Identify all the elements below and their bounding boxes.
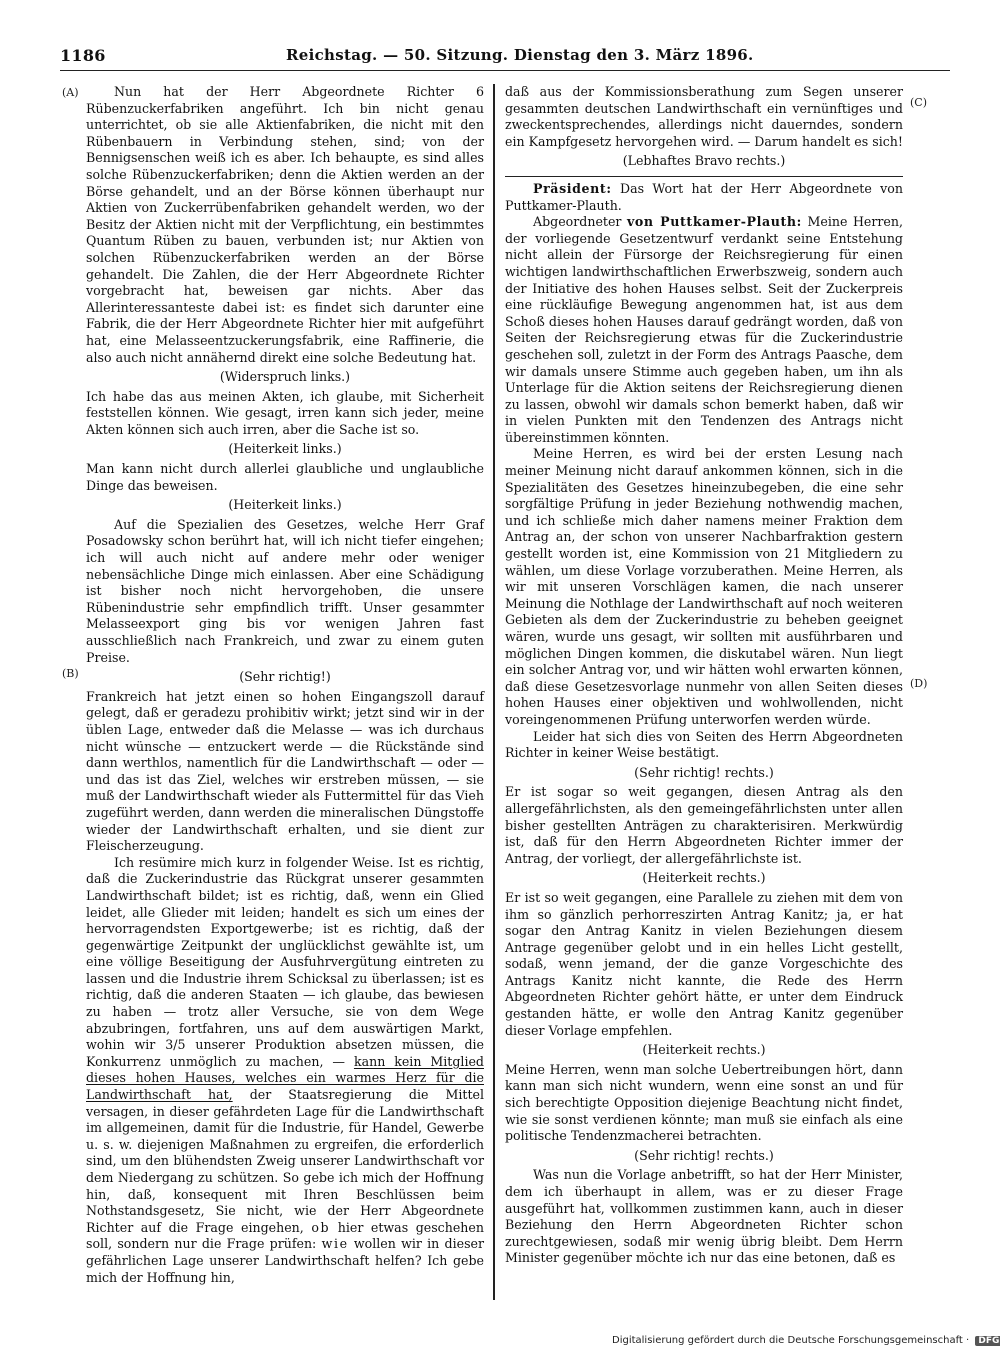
emphasis: wie bbox=[321, 1236, 349, 1252]
reaction-note: (Heiterkeit links.) bbox=[228, 497, 342, 513]
reaction-note: (Sehr richtig! rechts.) bbox=[634, 764, 774, 780]
paragraph: Er ist sogar so weit gegangen, diesen Antrag als den allergefährlichsten, als den gemeingefährlichsten unter allen bisher gestellten Anträgen zu charakterisiren. Merkwürdig ist, daß für den Herrn Abgeordneten Richter immer der Antrag, der vorliegt, der allergefährlichste ist. bbox=[505, 784, 903, 866]
reaction-note: (Heiterkeit links.) bbox=[228, 441, 342, 457]
text-run: der Staatsregierung die Mittel versagen, in dieser gefährdeten Lage für die Landwirthschaft im allgemeinen, damit für die Industrie, für Handel, Gewerbe u. s. w. diejenigen Maßnahmen zu ergreifen, die erforderlich sind, um den blühendsten Zweig unserer Landwirthschaft vor dem Niedergang zu schützen. So gebe ich mich der Hoffnung hin, daß, konsequent mit Ihren Beschlüssen beim Nothstandsgesetz, Sie nicht, wie der Herr Abgeordnete Richter auf die Frage eingehen, bbox=[86, 1087, 484, 1235]
dfg-logo: DFG bbox=[975, 1336, 1000, 1346]
president-statement bbox=[505, 181, 903, 214]
paragraph bbox=[505, 214, 903, 446]
speaker-label: Präsident: bbox=[533, 180, 612, 196]
reaction-note: (Lebhaftes Bravo rechts.) bbox=[622, 153, 786, 169]
margin-marker-a: (A) bbox=[62, 86, 79, 99]
running-header bbox=[60, 44, 950, 71]
paragraph: daß aus der Kommissionsberathung zum Segen unserer gesammten deutschen Landwirthschaft ein vernünftiges und zweckentsprechendes, allerdings nicht dauerndes, sondern ein Kampfgesetz hervorgehen wird. — Darum handelt es sich! bbox=[505, 84, 903, 149]
emphasis: ob bbox=[311, 1219, 331, 1235]
section-rule bbox=[505, 176, 903, 177]
margin-marker-c: (C) bbox=[910, 96, 927, 109]
text-run: Meine Herren, der vorliegende Gesetzentwurf verdankt seine Entstehung nicht allein der Fürsorge der Reichsregierung für einen wichtigen landwirthschaftlichen Erwerbszweig, sondern auch der Initiative des hohen Hauses selbst. Seit der Zuckerpreis eine rückläufige Bewegung angenommen hat, ist aus dem Schoß dieses hohen Hauses darauf gedrängt worden, daß von Seiten der Reichsregierung etwas für die Zuckerindustrie geschehen soll, zuletzt in der Form des Antrags Paasche, dem wir damals unsere Stimme auch gegeben haben, um ihn als Unterlage für die Aktion seitens der Reichsregierung dienen zu lassen, obwohl wir damals schon bemerkt haben, daß wir in vielen Punkten mit den Tendenzen des Antrags nicht übereinstimmen könnten. bbox=[505, 214, 903, 445]
text-run: Das Wort hat der Herr Abgeordnete von Puttkamer-Plauth. bbox=[505, 180, 903, 213]
text-run: unserer Produktion absetzen müssen, die Konkurrenz unmöglich zu machen, — bbox=[86, 1037, 484, 1069]
reaction-note: (Sehr richtig! rechts.) bbox=[634, 1147, 774, 1163]
reaction-note: (Heiterkeit rechts.) bbox=[642, 1042, 766, 1058]
running-head: Reichstag. — 50. Sitzung. Dienstag den 3. März 1896. bbox=[286, 46, 754, 64]
right-column bbox=[505, 84, 903, 1267]
page-number: 1186 bbox=[60, 46, 106, 65]
paragraph: Was nun die Vorlage anbetrifft, so hat der Herr Minister, dem ich überhaupt in allem, was er zu dieser Frage ausgeführt hat, vollkommen zustimmen kann, auch in dieser Beziehung den Herrn Abgeordneten Richter schon zurechtgewiesen, sodaß mir wenig übrig bleibt. Dem Herrn Minister gegenüber möchte ich nur das eine betonen, daß es bbox=[505, 1167, 903, 1266]
reaction-note: (Heiterkeit rechts.) bbox=[642, 870, 766, 886]
paragraph bbox=[86, 855, 484, 1286]
margin-marker-d: (D) bbox=[910, 677, 928, 690]
speaker-intro: Abgeordneter bbox=[533, 214, 622, 230]
paragraph: Nun hat der Herr Abgeordnete Richter 6 Rübenzuckerfabriken angeführt. Ich bin nicht genau unterrichtet, ob sie alle Aktienfabriken, die nicht mit den Rübenbauern in Verbindung stehen, sind; von der Bennigsenschen weiß ich es aber. Ich behaupte, es sind alles solche Rübenzuckerfabriken; denn die Aktien werden an der Börse gehandelt, und an der Börse können überhaupt nur Aktien von Zuckerrübenfabriken gehandelt werden, wo der Besitz der Aktien nicht mit der Verpflichtung, ein bestimmtes Quantum Rüben zu bauen, verbunden ist; nur Aktien von solchen Rübenzuckerfabriken werden an der Börse gehandelt. Die Zahlen, die der Herr Abgeordnete Richter vorgebracht hat, beweisen gar nichts. Aber das Allerinteressanteste dabei ist: es findet sich darunter eine Fabrik, die der Herr Abgeordnete Richter hier mit aufgeführt hat, eine Melasseentzuckerungsfabrik, eine Raffinerie, die also auch nicht annähernd direkt eine solche Bedeutung hat. bbox=[86, 84, 484, 365]
paragraph: Man kann nicht durch allerlei glaubliche und unglaubliche Dinge das beweisen. bbox=[86, 461, 484, 493]
text-run: Ich resümire mich kurz in folgender Weise. Ist es richtig, daß die Zuckerindustrie das Rückgrat unserer gesammten Landwirthschaft bildet; ist es richtig, daß, wenn ein Glied leidet, alle Glieder mit leiden; handelt es sich um eines der hervorragendsten Exportgewerbe; ist es richtig, daß der gegenwärtige Zeitpunkt der unglücklichst gewählte ist, um eine völlige Beseitigung der Ausfuhrvergütung eintreten zu lassen und die Industrie ihrem Schicksal zu überlassen; ist es richtig, daß die anderen Staaten — ich glaube, das bewiesen zu haben — trotz aller Versuche, sie von dem Wege abzubringen, fortfahren, uns auf dem auswärtigen Markt, wohin wir bbox=[86, 854, 484, 1053]
margin-marker-b: (B) bbox=[62, 667, 79, 680]
column-divider bbox=[493, 84, 495, 1300]
paragraph: Ich habe das aus meinen Akten, ich glaube, mit Sicherheit feststellen können. Wie gesagt, irren kann sich jeder, meine Akten können sich auch irren, aber die Sache ist so. bbox=[86, 388, 484, 437]
paragraph: Meine Herren, es wird bei der ersten Lesung nach meiner Meinung nicht darauf ankommen können, sich in die Spezialitäten des Gesetzes hineinzubegeben, die eine sehr sorgfältige Prüfung in jeder Beziehung nothwendig machen, und ich schließe mich daher namens meiner Fraktion dem Antrag an, der schon von unserer Nachbarfraktion gestern gestellt worden ist, eine Kommission von 21 Mitgliedern zu wählen, um diese Vorlage vorzuberathen. Meine Herren, als wir mit unseren Vorschlägen kamen, die nach unserer Meinung die Nothlage der Landwirthschaft auf noch weiteren Gebieten als dem der Zuckerindustrie zu beheben geeignet wären, wurde uns gesagt, wir sollten mit ausführbaren und möglichen Dingen kommen, die diskutabel wären. Nun liegt ein solcher Antrag vor, und wir hätten wohl erwarten können, daß diese Gesetzesvorlage nunmehr von allen Seiten dieses hohen Hauses einer objektiven und wohlwollenden, nicht voreingenommenen Prüfung unterworfen werden würde. bbox=[505, 446, 903, 727]
credit-text: Digitalisierung gefördert durch die Deutsche Forschungsgemeinschaft · bbox=[612, 1335, 970, 1346]
text-run: hier etwas geschehen soll, sondern nur die Frage prüfen: bbox=[86, 1219, 484, 1252]
speaker-name: von Puttkamer-Plauth: bbox=[626, 214, 802, 230]
paragraph: Auf die Spezialien des Gesetzes, welche Herr Graf Posadowsky schon berührt hat, will ich nicht tiefer eingehen; ich will auch nicht auf andere mehr oder weniger nebensächliche Dinge mich einlassen. Aber eine Schädigung ist bisher noch nicht hervorgehoben, die unsere Rübenindustrie sehr empfindlich trifft. Unser gesammter Melasseexport ging bis vor wenigen Jahren fast ausschließlich nach Frankreich, und zwar zu einem guten Preise. bbox=[86, 516, 484, 665]
fraction: 3/5 bbox=[165, 1037, 186, 1053]
underlined-passage: kann kein Mitglied dieses hohen Hauses, welches ein warmes Herz für die Landwirthschaft hat, bbox=[86, 1053, 484, 1103]
reaction-note: (Sehr richtig!) bbox=[239, 669, 331, 685]
reaction-note: (Widerspruch links.) bbox=[219, 369, 351, 385]
digitization-credit bbox=[612, 1335, 1000, 1351]
paragraph: Er ist so weit gegangen, eine Parallele zu ziehen mit dem von ihm so gänzlich perhorreszirten Antrag Kanitz; ja, er hat sogar den Antrag Kanitz in vielen Beziehungen diesem Antrage gegenüber gelobt und in ein helles Licht gestellt, sodaß, wenn jemand, der die ganze Vorgeschichte des Antrags Kanitz nicht kannte, die Rede des Herrn Abgeordneten Richter gehört hätte, er unter dem Eindruck gestanden hätte, er wolle den Antrag Kanitz gegenüber dieser Vorlage empfehlen. bbox=[505, 889, 903, 1038]
paragraph: Meine Herren, wenn man solche Uebertreibungen hört, dann kann man sich nicht wundern, wenn eine sonst an und für sich berechtigte Opposition diejenige Beachtung nicht findet, wie sie sonst verdienen könnte; man muß sie einfach als eine politische Tendenzmacherei betrachten. bbox=[505, 1061, 903, 1144]
left-column bbox=[86, 84, 484, 1286]
text-run: wollen wir in dieser gefährlichen Lage unserer Landwirthschaft helfen? Ich gebe mich der Hoffnung hin, bbox=[86, 1236, 485, 1285]
paragraph: Leider hat sich dies von Seiten des Herrn Abgeordneten Richter in keiner Weise bestätigt. bbox=[505, 728, 903, 761]
paragraph: Frankreich hat jetzt einen so hohen Eingangszoll darauf gelegt, daß er geradezu prohibitiv wirkt; jetzt sind wir in der üblen Lage, entweder daß die Melasse — was ich durchaus nicht wünsche — entzuckert werde — die Rückstände sind dann werthlos, namentlich für die Landwirthschaft — oder — und das ist das Ziel, welches wir erstreben müssen, — sie muß der Landwirthschaft wieder als Futtermittel für das Vieh zugeführt werden, dann werden die mineralischen Düngstoffe wieder der Landwirthschaft erhalten, und sie dient zur Fleischerzeugung. bbox=[86, 688, 484, 854]
